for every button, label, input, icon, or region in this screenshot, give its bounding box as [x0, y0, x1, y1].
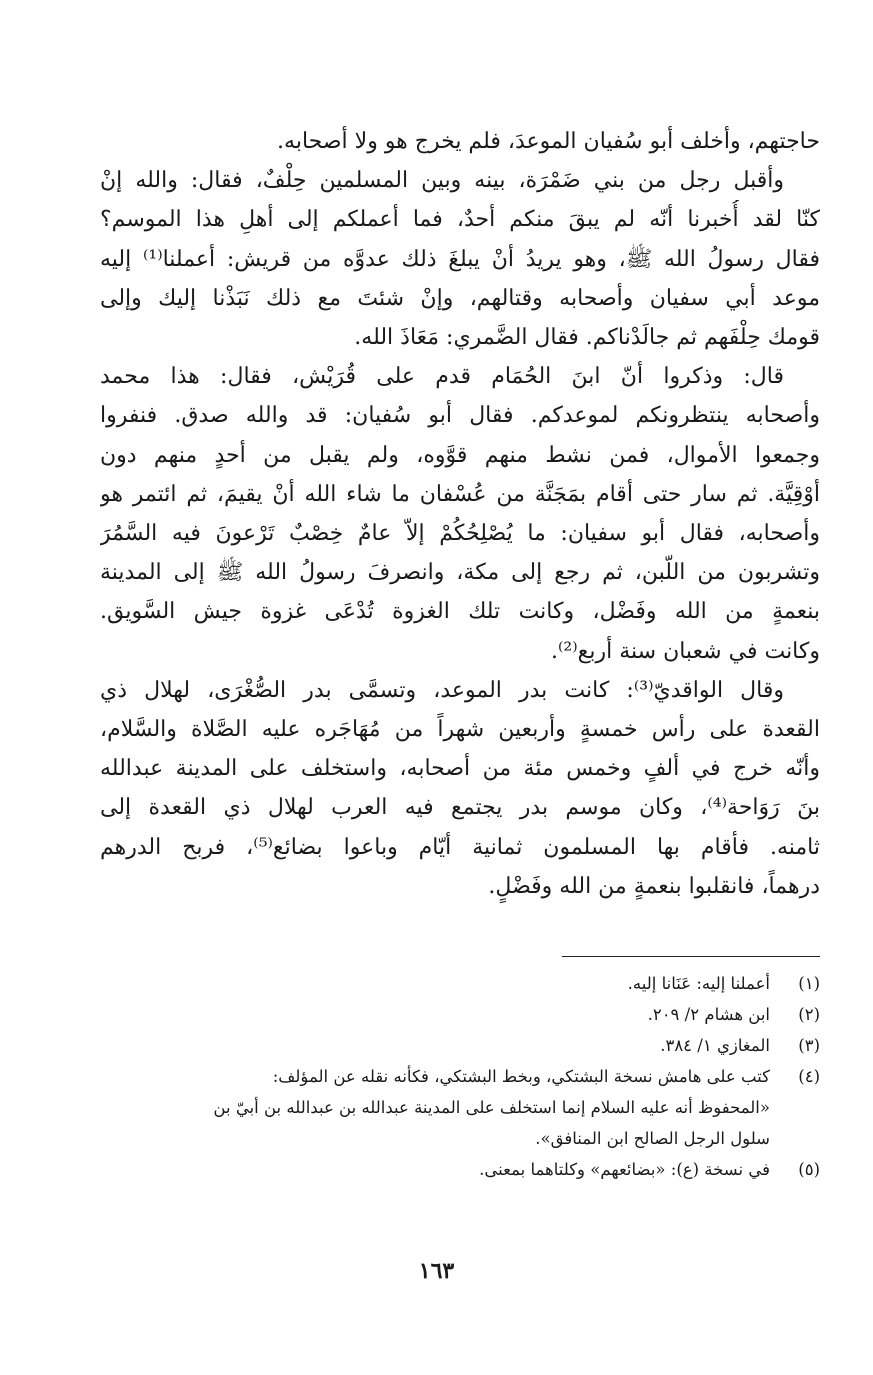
- footnote-line: ابن هشام ٢/ ٢٠٩.: [647, 1005, 770, 1024]
- footnote-text: [100, 1061, 770, 1154]
- footnote-line: كتب على هامش نسخة البشتكي، وبخط البشتكي، فكأنه نقله عن المؤلف:: [272, 1067, 770, 1086]
- text-line: وأصحابه، فقال أبو سفيان: ما يُصْلِحُكُمْ إلاّ عامٌ خِصْبٌ تَرْعونَ فيه السَّمُرَ: [100, 521, 820, 547]
- text-line: وكانت في شعبان سنة أربع⁽²⁾.: [551, 638, 820, 664]
- footnotes-list: [100, 968, 820, 1185]
- main-text: [100, 122, 820, 906]
- page-number: ١٦٣: [418, 1258, 455, 1284]
- text-line: كنّا لقد أُخبرنا أنّه لم يبقَ منكم أحدٌ، فما أعملكم إلى أهلِ هذا الموسم؟: [100, 207, 820, 233]
- paragraph-4: [100, 671, 820, 906]
- footnote-number: (٥): [798, 1160, 820, 1179]
- footnote-4: [100, 1061, 820, 1154]
- text-line: بنعمةٍ من الله وفَضْل، وكانت تلك الغزوة تُدْعَى غزوة جيش السَّويق.: [100, 599, 820, 625]
- text-line: بنَ رَوَاحة⁽⁴⁾، وكان موسم بدر يجتمع فيه العرب لهلال ذي القعدة إلى: [100, 795, 820, 821]
- footnote-2: [100, 999, 820, 1030]
- footnote-number: (١): [798, 974, 820, 993]
- text-line: ثامنه. فأقام بها المسلمون ثمانية أيّام وباعوا بضائع⁽⁵⁾، فربح الدرهم: [100, 834, 820, 860]
- text-line: وأقبل رجل من بني ضَمْرَة، بينه وبين المسلمين حِلْفٌ، فقال: والله إنْ: [100, 168, 784, 194]
- footnote-line: «المحفوظ أنه عليه السلام إنما استخلف على المدينة عبدالله بن عبدالله بن أبيّ بن: [213, 1098, 770, 1117]
- footnote-number: (٤): [798, 1067, 820, 1086]
- footnote-line: المغازي ١/ ٣٨٤.: [660, 1036, 770, 1055]
- paragraph-1: [100, 122, 820, 161]
- footnote-text: [100, 999, 770, 1030]
- footnote-text: [100, 1154, 770, 1185]
- footnote-divider: [562, 956, 820, 957]
- text-line: القعدة على رأس خمسةٍ وأربعين شهراً من مُهَاجَره عليه الصَّلاة والسَّلام،: [100, 717, 820, 743]
- text-line: قال: وذكروا أنّ ابنَ الحُمَام قدم على قُرَيْش، فقال: هذا محمد: [100, 364, 784, 390]
- footnote-1: [100, 968, 820, 999]
- footnote-5: [100, 1154, 820, 1185]
- text-line: فقال رسولُ الله ﷺ، وهو يريدُ أنْ يبلغَ ذلك عدوَّه من قريش: أعملنا⁽¹⁾ إليه: [100, 246, 820, 272]
- text-line: درهماً، فانقلبوا بنعمةٍ من الله وفَضْلٍ.: [488, 873, 820, 899]
- text-line: وجمعوا الأموال، فمن نشط منهم قوَّوه، ولم يقبل من أحدٍ منهم دون: [100, 442, 820, 468]
- text-line: موعد أبي سفيان وأصحابه وقتالهم، وإنْ شئتَ مع ذلك نَبَذْنا إليك وإلى: [100, 285, 820, 311]
- footnote-number: (٣): [798, 1036, 820, 1055]
- footnote-number: (٢): [798, 1005, 820, 1024]
- footnote-text: [100, 1030, 770, 1061]
- footnote-line: سلول الرجل الصالح ابن المنافق».: [535, 1129, 770, 1148]
- text-line: وأصحابه ينتظرونكم لموعدكم. فقال أبو سُفيان: قد والله صدق. فنفروا: [100, 403, 820, 429]
- text-line: أوْقِيَّة. ثم سار حتى أقام بمَجَنَّة من عُسْفان ما شاء الله أنْ يقيمَ، ثم ائتمر هو: [100, 481, 820, 507]
- footnote-line: في نسخة (ع): «بضائعهم» وكلتاهما بمعنى.: [479, 1160, 770, 1179]
- text-line: وتشربون من اللّبن، ثم رجع إلى مكة، وانصرفَ رسولُ الله ﷺ إلى المدينة: [100, 560, 820, 586]
- text-line: وقال الواقديّ⁽³⁾: كانت بدر الموعد، وتسمَّى بدر الصُّغْرَى، لهلال ذي: [100, 677, 784, 703]
- paragraph-3: [100, 357, 820, 671]
- footnote-text: [100, 968, 770, 999]
- footnote-3: [100, 1030, 820, 1061]
- paragraph-2: [100, 161, 820, 357]
- text-line: حاجتهم، وأخلف أبو سُفيان الموعدَ، فلم يخرج هو ولا أصحابه.: [277, 129, 820, 154]
- footnote-line: أعملنا إليه: عَنَانا إليه.: [627, 974, 770, 993]
- text-line: قومك حِلْفَهم ثم جالَدْناكم. فقال الضَّمري: مَعَاذَ الله.: [354, 325, 820, 351]
- text-line: وأنّه خرج في ألفٍ وخمس مئة من أصحابه، واستخلف على المدينة عبدالله: [100, 756, 820, 782]
